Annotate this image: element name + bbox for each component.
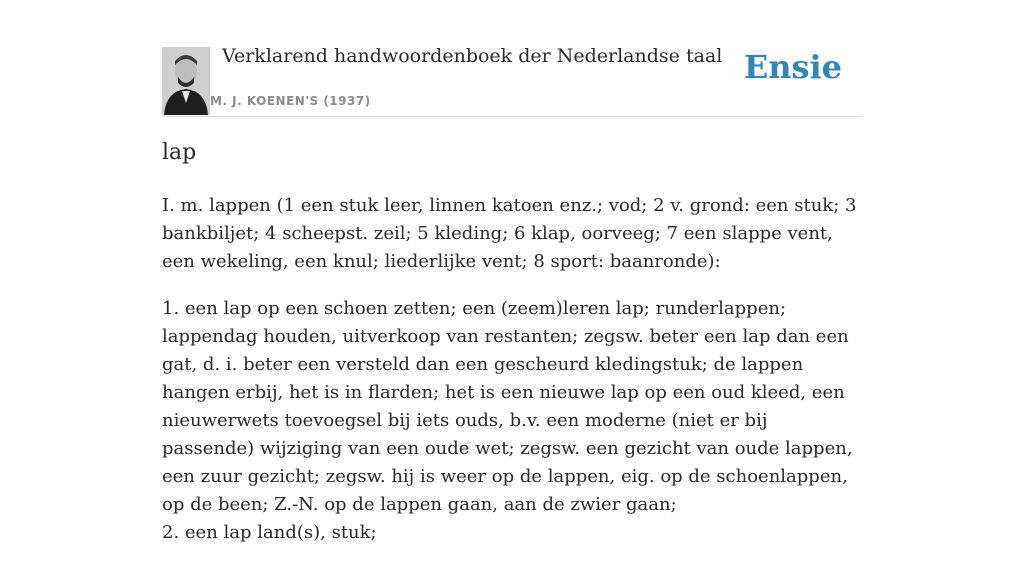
definition-paragraph: 1. een lap op een schoen zetten; een (zeem)leren lap; runderlappen; lappendag houden, uitverkoop van restanten; zegsw. beter een lap dan een gat, d. i. beter een versteld dan een gescheurd kledingstuk; de lappen hangen erbij, het is in flarden; het is een nieuwe lap op een oud kleed, een nieuwerwets toevoegsel bij iets ouds, b.v. een moderne (niet er bij passende) wijziging van een oude wet; zegsw. een gezicht van oude lappen, een zuur gezicht; zegsw. hij is weer op de lappen, eig. op de schoenlappen, op de been; Z.-N. op de lappen gaan, aan de zwier gaan; [162, 298, 853, 515]
definition-paragraph: 2. een lap land(s), stuk; [162, 522, 377, 543]
entry-definition [162, 192, 862, 566]
page-header [162, 0, 862, 117]
ensie-logo-link[interactable]: Ensie [743, 48, 842, 86]
portrait-image [162, 47, 210, 115]
entry-headword: lap [162, 140, 197, 165]
dictionary-title: Verklarend handwoordenboek der Nederlandse taal [222, 45, 723, 67]
definition-paragraph: I. m. lappen (1 een stuk leer, linnen katoen enz.; vod; 2 v. grond: een stuk; 3 bankbiljet; 4 scheepst. zeil; 5 kleding; 6 klap, oorveeg; 7 een slappe vent, een wekeling, een knul; liederlijke vent; 8 sport: baanronde): [162, 195, 857, 272]
author-portrait [162, 47, 210, 115]
dictionary-author: M. J. KOENEN'S (1937) [210, 94, 371, 108]
